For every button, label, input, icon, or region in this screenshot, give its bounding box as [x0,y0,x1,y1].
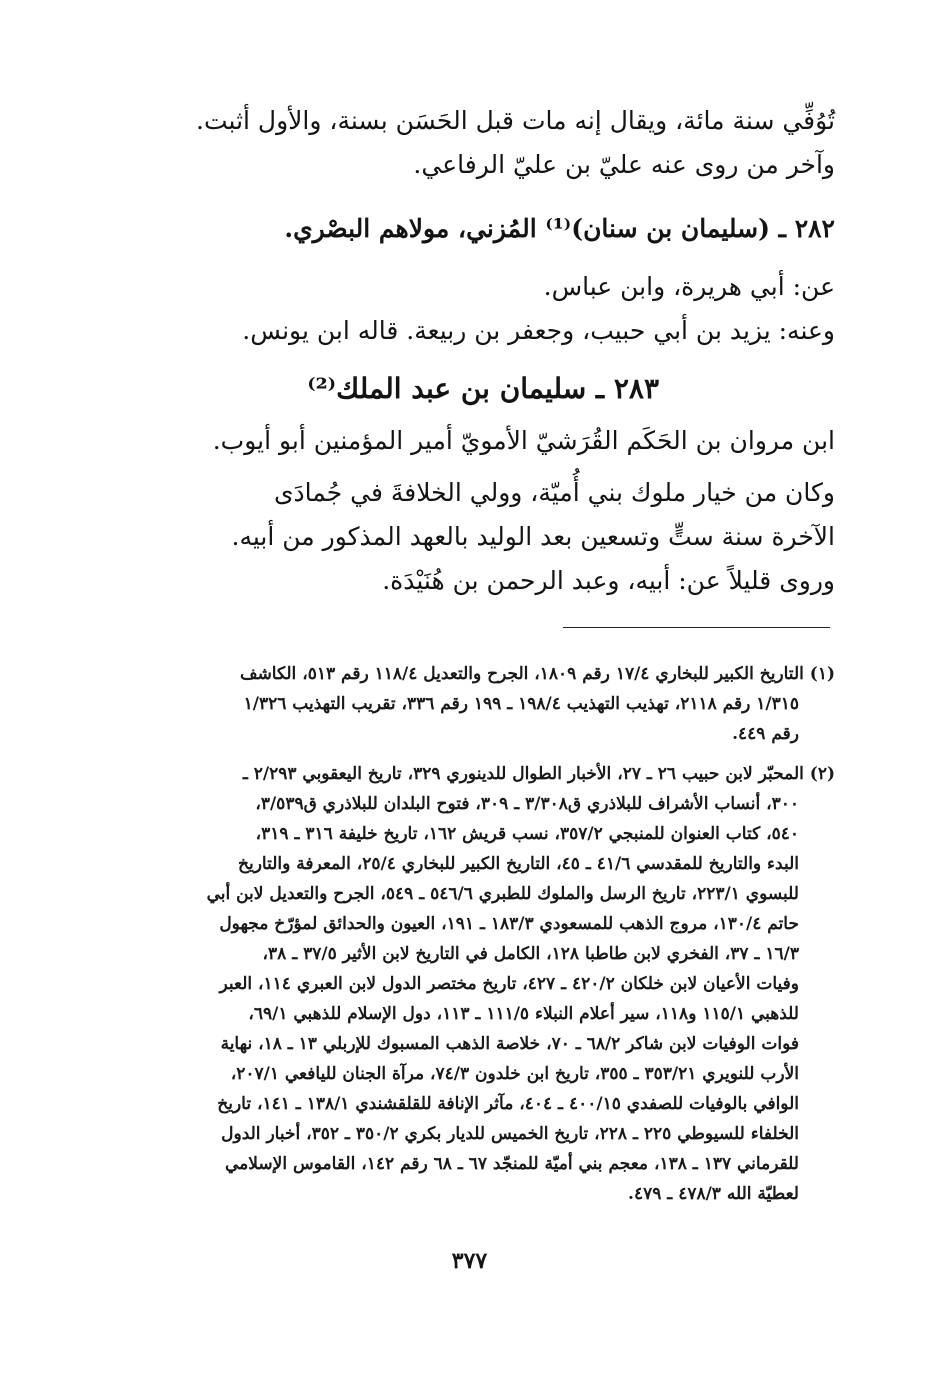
footnote-1-line: ١/٣١٥ رقم ٢١١٨، تهذيب التهذيب ١٩٨/٤ ـ ١٩٩ رقم ٣٣٦، تقريب التهذيب ١/٣٢٦ [243,694,799,714]
footnote-2-line: للقرماني ١٣٧ ـ ١٣٨، معجم بني أميّة للمنجّد ٦٧ ـ ٦٨ رقم ١٤٢، القاموس الإسلامي [225,1154,799,1174]
footnote-2-line: للبسوي ٢٢٣/١، تاريخ الرسل والملوك للطبري ٥٤٦/٦ ـ ٥٤٩، الجرح والتعديل لابن أبي [206,884,799,904]
intro-line-1: تُوُفِّي سنة مائة، ويقال إنه مات قبل الحَسَن بسنة، والأول أثبت. [196,106,835,135]
entry-283-line-2: وكان من خيار ملوك بني أُميّة، وولي الخلافةَ في جُمادَى [273,478,835,507]
intro-line-2: وآخر من روى عنه عليّ بن عليّ الرفاعي. [413,150,835,179]
footnote-2-line: البدء والتاريخ للمقدسي ٤١/٦ ـ ٤٥، التاريخ الكبير للبخاري ٢٥/٤، المعرفة والتاريخ [238,854,799,874]
entry-282-heading: ٢٨٢ ـ (سليمان بن سنان)⁽¹⁾ المُزني، مولاهم البصْري. [284,214,835,243]
footnote-2-line: فوات الوفيات لابن شاكر ٦٨/٢ ـ ٧٠، خلاصة الذهب المسبوك للإربلي ١٣ ـ ١٨، نهاية [220,1034,799,1054]
entry-283-heading: ٢٨٣ ـ سليمان بن عبد الملك⁽²⁾ [307,372,659,405]
footnote-1-line: (١) التاريخ الكبير للبخاري ١٧/٤ رقم ١٨٠٩، الجرح والتعديل ١١٨/٤ رقم ٥١٣، الكاشف [239,664,835,684]
footnote-1-line: رقم ٤٤٩. [732,724,799,744]
footnote-2-line: (٢) المحبّر لابن حبيب ٢٦ ـ ٢٧، الأخبار الطوال للدينوري ٣٢٩، تاريخ اليعقوبي ٢/٢٩٣ ـ [242,764,835,784]
footnote-2-line: الخلفاء للسيوطي ٢٢٥ ـ ٢٢٨، تاريخ الخميس للديار بكري ٣٥٠/٢ ـ ٣٥٢، أخبار الدول [221,1124,799,1144]
page-number: ٣٧٧ [451,1248,488,1274]
entry-283-line-1: ابن مروان بن الحَكَم القُرَشيّ الأمويّ أمير المؤمنين أبو أيوب. [212,426,835,455]
footnote-2-line: لعطيّة الله ٤٧٨/٣ ـ ٤٧٩. [628,1184,799,1204]
entry-283-line-4: وروى قليلاً عن: أبيه، وعبد الرحمن بن هُنَيْدَة. [382,566,835,595]
footnote-2-line: للذهبي ١١٥/١ و١١٨، سير أعلام النبلاء ١١١/٥ ـ ١١٣، دول الإسلام للذهبي ٦٩/١، [248,1004,799,1024]
entry-283-line-3: الآخرة سنة ستٍّ وتسعين بعد الوليد بالعهد المذكور من أبيه. [231,522,835,551]
footnote-2-line: وفيات الأعيان لابن خلكان ٤٢٠/٢ ـ ٤٢٧، تاريخ مختصر الدول لابن العبري ١١٤، العبر [219,974,799,994]
footnote-2-line: الأرب للنويري ٣٥٣/٢١ ـ ٣٥٥، تاريخ ابن خلدون ٧٤/٣، مرآة الجنان لليافعي ٢٠٧/١، [230,1064,799,1084]
entry-282-from: عن: أبي هريرة، وابن عباس. [543,272,835,301]
footnote-2-line: حاتم ١٣٠/٤، مروج الذهب للمسعودي ١٨٣/٣ ـ ١٩١، العيون والحدائق لمؤرّخ مجهول [219,914,799,934]
footnote-separator [563,627,830,628]
footnote-2-line: الوافي بالوفيات للصفدي ٤٠٠/١٥ ـ ٤٠٤، مآثر الإنافة للقلقشندي ١٣٨/١ ـ ١٤١، تاريخ [217,1094,799,1114]
entry-282-by: وعنه: يزيد بن أبي حبيب، وجعفر بن ربيعة. قاله ابن يونس. [242,316,835,345]
footnote-2-line: ٣٠٠، أنساب الأشراف للبلاذري ق٣/٣٠٨ ـ ٣٠٩، فتوح البلدان للبلاذري ق٣/٥٣٩، [255,794,799,814]
footnote-2-line: ١٦/٣ ـ ٣٧، الفخري لابن طاطبا ١٢٨، الكامل في التاريخ لابن الأثير ٣٧/٥ ـ ٣٨، [262,944,799,964]
footnote-2-line: ٥٤٠، كتاب العنوان للمنبجي ٣٥٧/٢، نسب قريش ١٦٢، تاريخ خليفة ٣١٦ ـ ٣١٩، [255,824,799,844]
